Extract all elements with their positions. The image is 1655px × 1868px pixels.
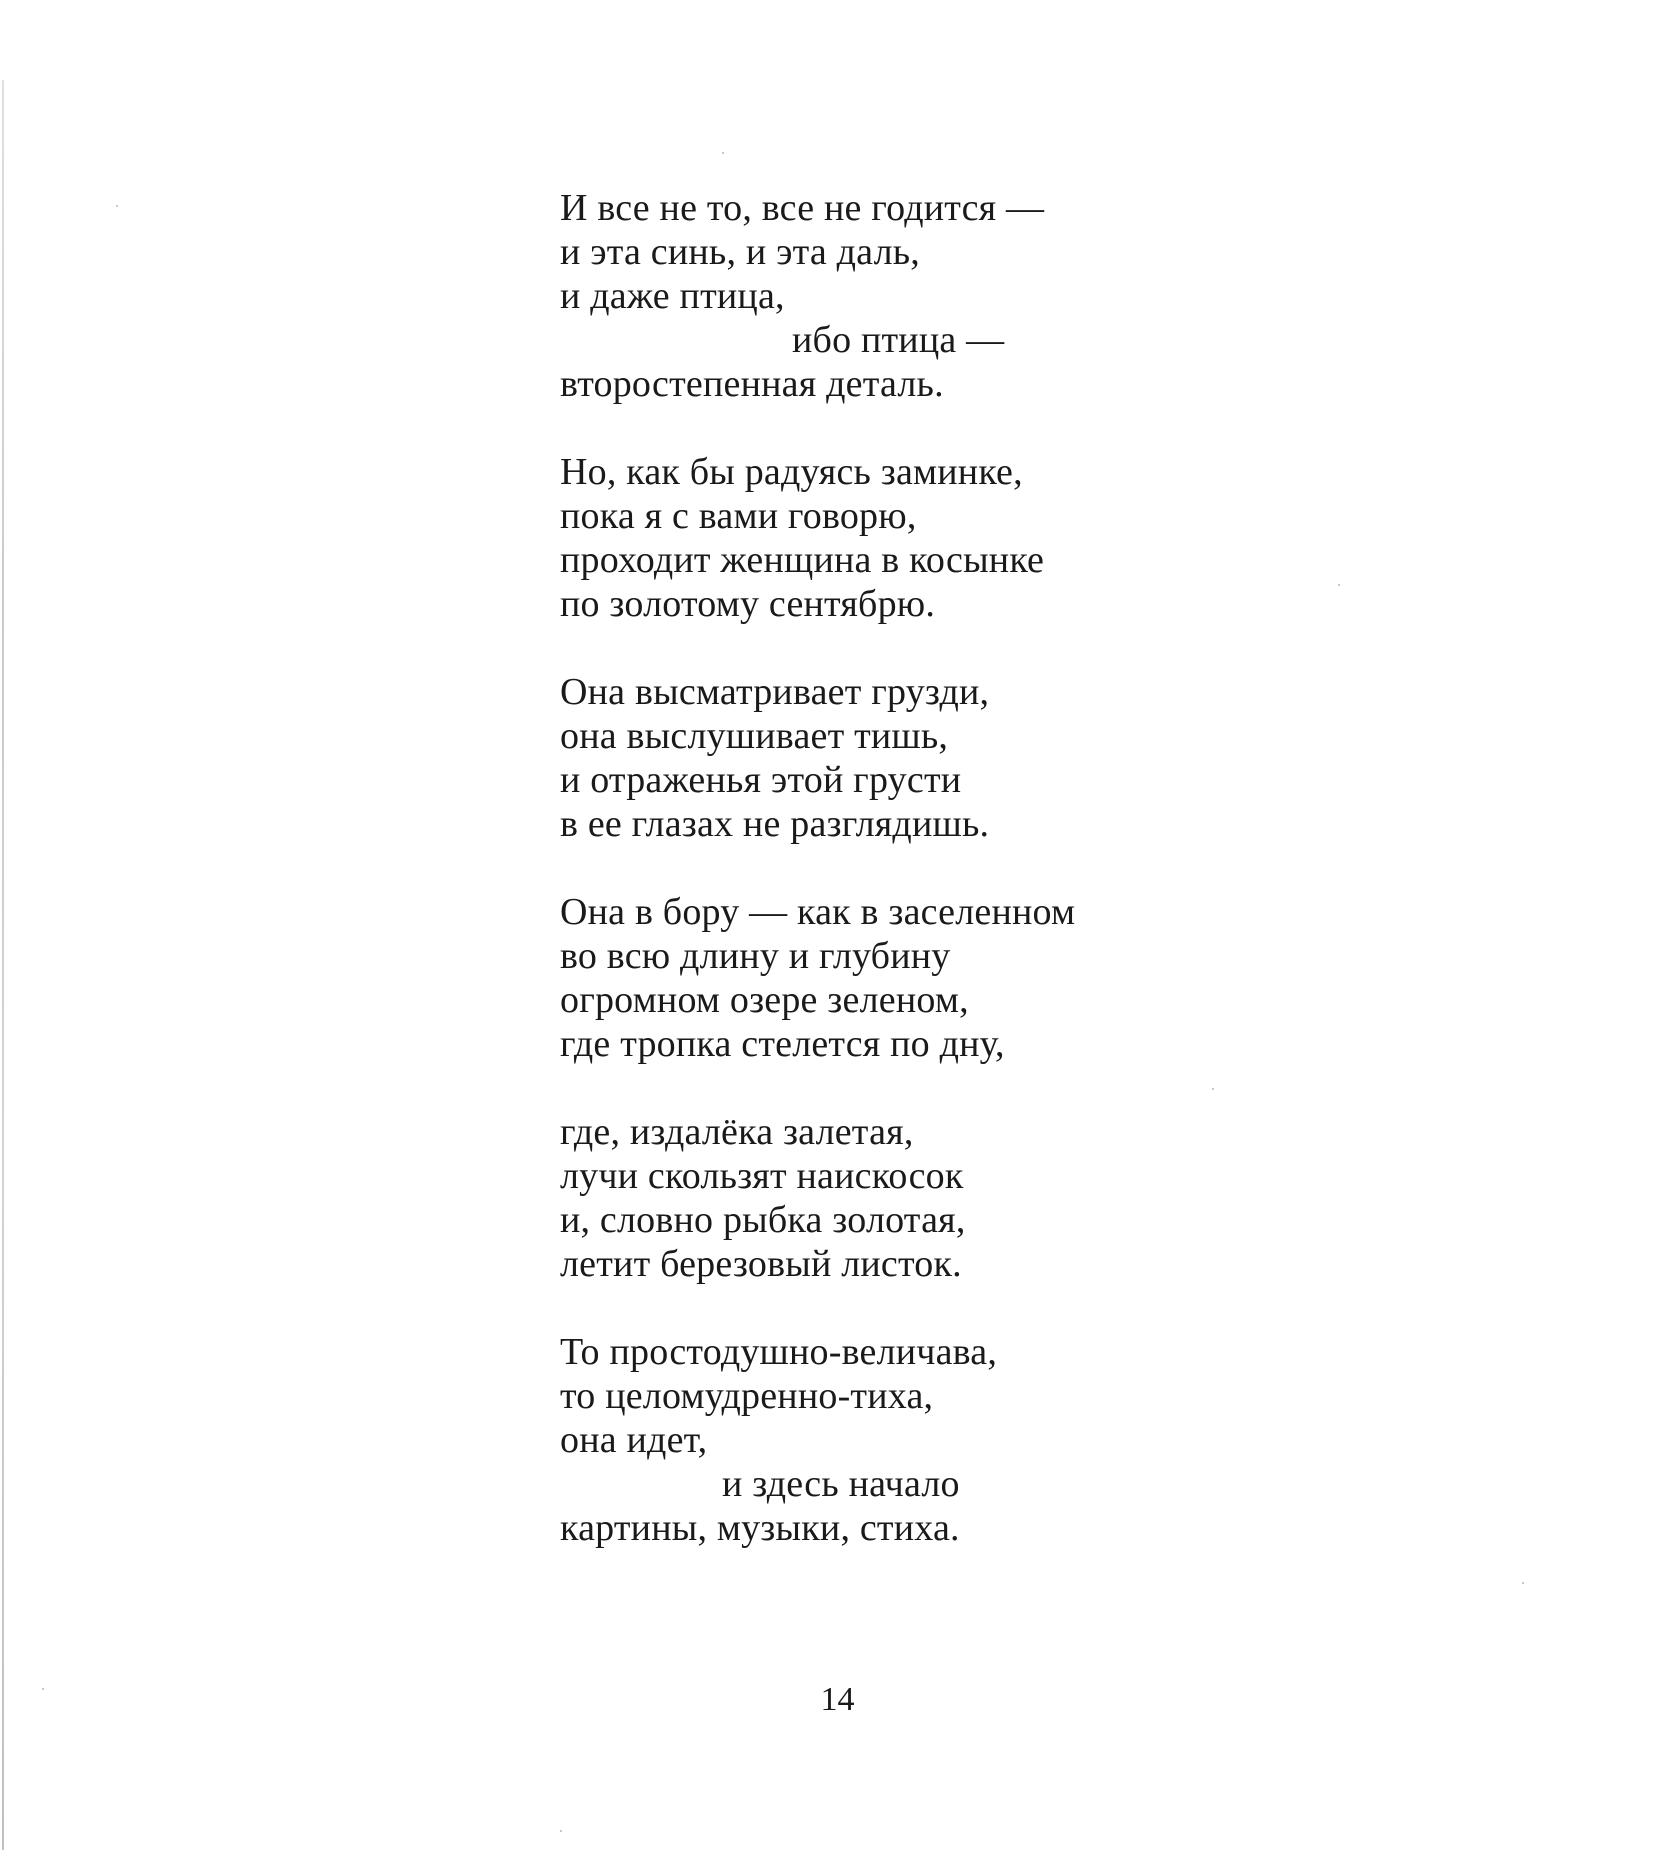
- poem-line: во всю длину и глубину: [560, 935, 951, 977]
- poem-line: второстепенная деталь.: [560, 363, 944, 405]
- scan-speck: [722, 152, 724, 154]
- poem-line: пока я с вами говорю,: [560, 495, 917, 537]
- scan-speck: [116, 205, 118, 207]
- poem-line: она идет,: [560, 1419, 708, 1461]
- poem-line: Но, как бы радуясь заминке,: [560, 451, 1023, 493]
- poem-line: и эта синь, и эта даль,: [560, 231, 920, 273]
- poem-line: и даже птица,: [560, 275, 785, 317]
- poem-line-indented: и здесь начало: [722, 1463, 960, 1505]
- poem-line-indented: ибо птица —: [792, 319, 1005, 361]
- poem-line: в ее глазах не разглядишь.: [560, 803, 990, 845]
- stanza-4: [560, 890, 1180, 1066]
- poem-line: лучи скользят наискосок: [560, 1155, 964, 1197]
- poem-line: Она в бору — как в заселенном: [560, 891, 1076, 933]
- stanza-6: [560, 1330, 1180, 1550]
- poem-text: [560, 186, 1180, 1594]
- poem-line: и, словно рыбка золотая,: [560, 1199, 966, 1241]
- scan-speck: [1338, 584, 1340, 586]
- stanza-3: [560, 670, 1180, 846]
- poem-line: где, издалёка залетая,: [560, 1111, 914, 1153]
- poem-line: по золотому сентябрю.: [560, 583, 936, 625]
- poem-line: проходит женщина в косынке: [560, 539, 1045, 581]
- stanza-1: [560, 186, 1180, 406]
- poem-line: Она высматривает грузди,: [560, 671, 990, 713]
- poem-line: где тропка стелется по дну,: [560, 1023, 1005, 1065]
- stanza-2: [560, 450, 1180, 626]
- poem-line: она выслушивает тишь,: [560, 715, 949, 757]
- stanza-5: [560, 1110, 1180, 1286]
- poem-line: то целомудренно-тиха,: [560, 1375, 934, 1417]
- poem-line: летит березовый листок.: [560, 1243, 962, 1285]
- poem-line: и отраженья этой грусти: [560, 759, 962, 801]
- poem-line: огромном озере зеленом,: [560, 979, 969, 1021]
- page-number: 14: [820, 1681, 855, 1718]
- scan-edge-shadow: [2, 80, 4, 1850]
- scan-speck: [1212, 1088, 1214, 1090]
- scan-speck: [1522, 1582, 1524, 1584]
- poem-line: То простодушно-величава,: [560, 1331, 998, 1373]
- poem-line: И все не то, все не годится —: [560, 187, 1045, 229]
- poem-line: картины, музыки, стиха.: [560, 1507, 960, 1549]
- scan-speck: [560, 1830, 562, 1832]
